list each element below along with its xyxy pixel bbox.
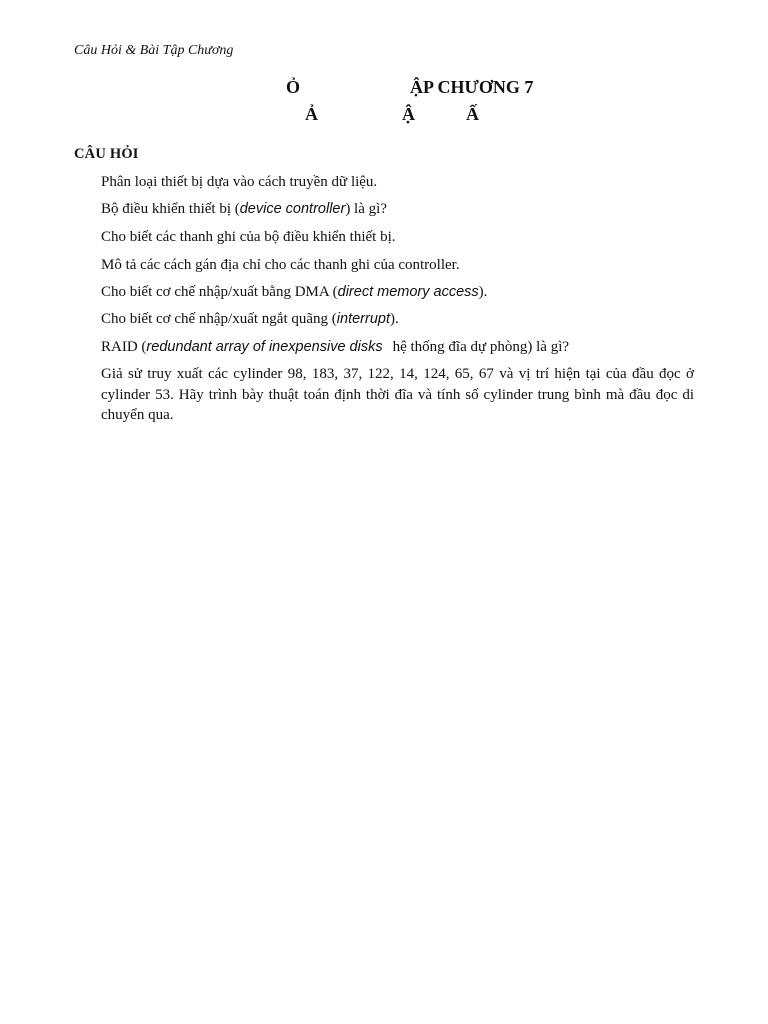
question-text: Cho biết cơ chế nhập/xuất ngắt quãng ( xyxy=(101,311,337,327)
question-term: direct memory access xyxy=(337,284,479,300)
question-item xyxy=(101,309,399,329)
question-item xyxy=(101,337,569,357)
question-term: device controller xyxy=(239,201,346,217)
question-text: ) là gì? xyxy=(345,201,387,217)
chapter-subtitle-fragment: Ấ xyxy=(466,104,479,124)
question-text: Giả sử truy xuất các cylinder 98, 183, 37, 122, 14, 124, 65, 67 và vị trí hiện tại của đầu đọc ở cylinder 53. Hãy trình bày thuật toán định thời đĩa và tính số cylinder trung bình mà đầu đọc di chuyển qua. xyxy=(101,366,694,423)
chapter-title-fragment: ẬP CHƯƠNG 7 xyxy=(410,77,534,97)
question-term: interrupt xyxy=(336,311,390,327)
question-term: redundant array of inexpensive disks xyxy=(146,339,383,355)
chapter-title-fragment: Ỏ xyxy=(286,77,301,97)
question-text: Cho biết cơ chế nhập/xuất bằng DMA ( xyxy=(101,284,338,300)
question-item xyxy=(101,255,460,275)
section-heading: CÂU HỎI xyxy=(74,146,139,162)
question-text: ). xyxy=(389,311,399,327)
question-item xyxy=(101,364,694,426)
chapter-subtitle-fragment: Ả xyxy=(305,104,318,124)
question-item xyxy=(101,282,487,302)
question-item xyxy=(101,199,387,219)
question-text: ). xyxy=(478,284,488,300)
question-text: Bộ điều khiển thiết bị ( xyxy=(101,201,240,217)
chapter-subtitle-fragment: Ậ xyxy=(402,104,415,124)
question-item xyxy=(101,172,377,192)
running-header: Câu Hỏi & Bài Tập Chương xyxy=(74,43,234,58)
question-text: RAID ( xyxy=(101,339,147,355)
question-text: Cho biết các thanh ghi của bộ điều khiển thiết bị. xyxy=(101,229,396,245)
question-text: Phân loại thiết bị dựa vào cách truyền dữ liệu. xyxy=(101,174,378,190)
question-text: Mô tả các cách gán địa chỉ cho các thanh ghi của controller. xyxy=(101,257,460,273)
question-item xyxy=(101,227,396,247)
question-text: hệ thống đĩa dự phòng) là gì? xyxy=(392,339,570,355)
